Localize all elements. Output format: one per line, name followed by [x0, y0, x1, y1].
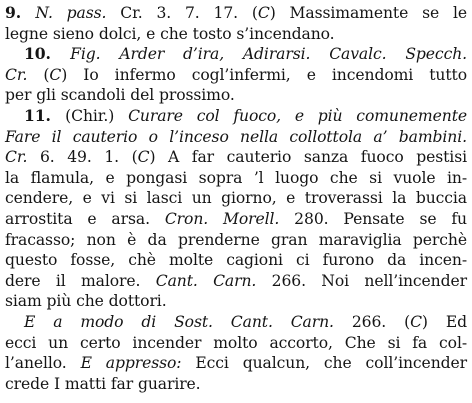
text-line: [5, 250, 467, 271]
citation-text: arrostita e arsa.: [5, 209, 165, 228]
source-abbrev: Cant. Carn.: [155, 271, 257, 290]
source-marker: C: [49, 65, 62, 84]
citation-text: questo fosse, chè molte cagioni ci furono da incen-: [5, 251, 467, 270]
source-marker: C: [410, 312, 422, 331]
citation-text: crede I matti far guarire.: [5, 374, 201, 393]
text-line: [5, 333, 467, 354]
text-line: [5, 65, 467, 86]
usage-label: E a modo di Sost. Cant. Carn.: [24, 312, 334, 331]
text-line: [5, 230, 467, 251]
text-line: [5, 85, 467, 106]
text-line: [5, 168, 467, 189]
text-line: [5, 106, 467, 127]
source-marker: C: [257, 4, 270, 22]
citation-text: fracasso; non è da prenderne gran maraviglia perchè: [5, 230, 467, 249]
sense-number: 11.: [24, 105, 66, 125]
cross-reference: E appresso:: [80, 354, 182, 373]
text-line: [5, 147, 467, 168]
citation-text: cendere, e vi si lasci un giorno, e troverassi la buccia: [5, 189, 467, 208]
source-marker: C: [137, 148, 150, 167]
citation-text: legne sieno dolci, e che tosto s’incendano.: [5, 24, 335, 43]
text-line: [5, 353, 467, 374]
citation-text: siam più che dottori.: [5, 292, 167, 311]
source-abbrev: Cr.: [5, 148, 28, 167]
text-line: [5, 291, 467, 312]
citation-text: dere il malore.: [5, 271, 156, 290]
citation-text: ecci un certo incender molto accorto, Che si fa col-: [5, 333, 467, 352]
citation-text: (: [27, 65, 50, 84]
text-line: [5, 271, 467, 292]
sense-number: 9.: [5, 3, 36, 22]
citation-text: Ecci qualcun, che coll’incender: [181, 354, 467, 373]
citation-text: 266. (: [333, 312, 411, 331]
text-line: [5, 209, 467, 230]
text-line: [5, 3, 467, 24]
citation-text: 266. Noi nell’incender: [256, 271, 467, 290]
citation-text: Cr. 3. 7. 17. (: [106, 4, 258, 22]
text-line: [5, 127, 467, 148]
citation-text: 6. 49. 1. (: [27, 148, 138, 167]
text-line: [5, 312, 467, 333]
text-line: [5, 44, 467, 65]
text-line: [5, 188, 467, 209]
citation-text: l’anello.: [5, 354, 81, 373]
definition-text: Fig. Arder d’ira, Adirarsi. Cavalc. Specch.: [70, 45, 467, 64]
definition-text: Curare col fuoco, e più comunemente: [128, 106, 467, 125]
sense-number: 10.: [24, 44, 71, 64]
source-abbrev: Cron. Morell.: [164, 209, 280, 228]
dictionary-entry-page: [5, 3, 467, 394]
definition-text: Fare il cauterio o l’inceso nella collottola a’ bambini.: [5, 127, 467, 146]
citation-text: 280. Pensate se fu: [279, 209, 467, 228]
usage-label: N. pass.: [35, 4, 107, 22]
citation-text: per gli scandoli del prossimo.: [5, 86, 235, 105]
citation-text: ) A far cauterio sanza fuoco pestisi: [149, 148, 467, 167]
citation-text: ) Ed: [421, 312, 467, 331]
citation-text: la flamula, e pongasi sopra ’l luogo che si vuole in-: [5, 168, 467, 187]
text-line: [5, 24, 467, 45]
citation-text: ) Io infermo cogl’infermi, e incendomi tutto: [61, 65, 467, 84]
domain-label: (Chir.): [65, 106, 129, 125]
source-abbrev: Cr.: [5, 65, 28, 84]
citation-text: ) Massimamente se le: [269, 4, 467, 22]
text-line: [5, 374, 467, 395]
